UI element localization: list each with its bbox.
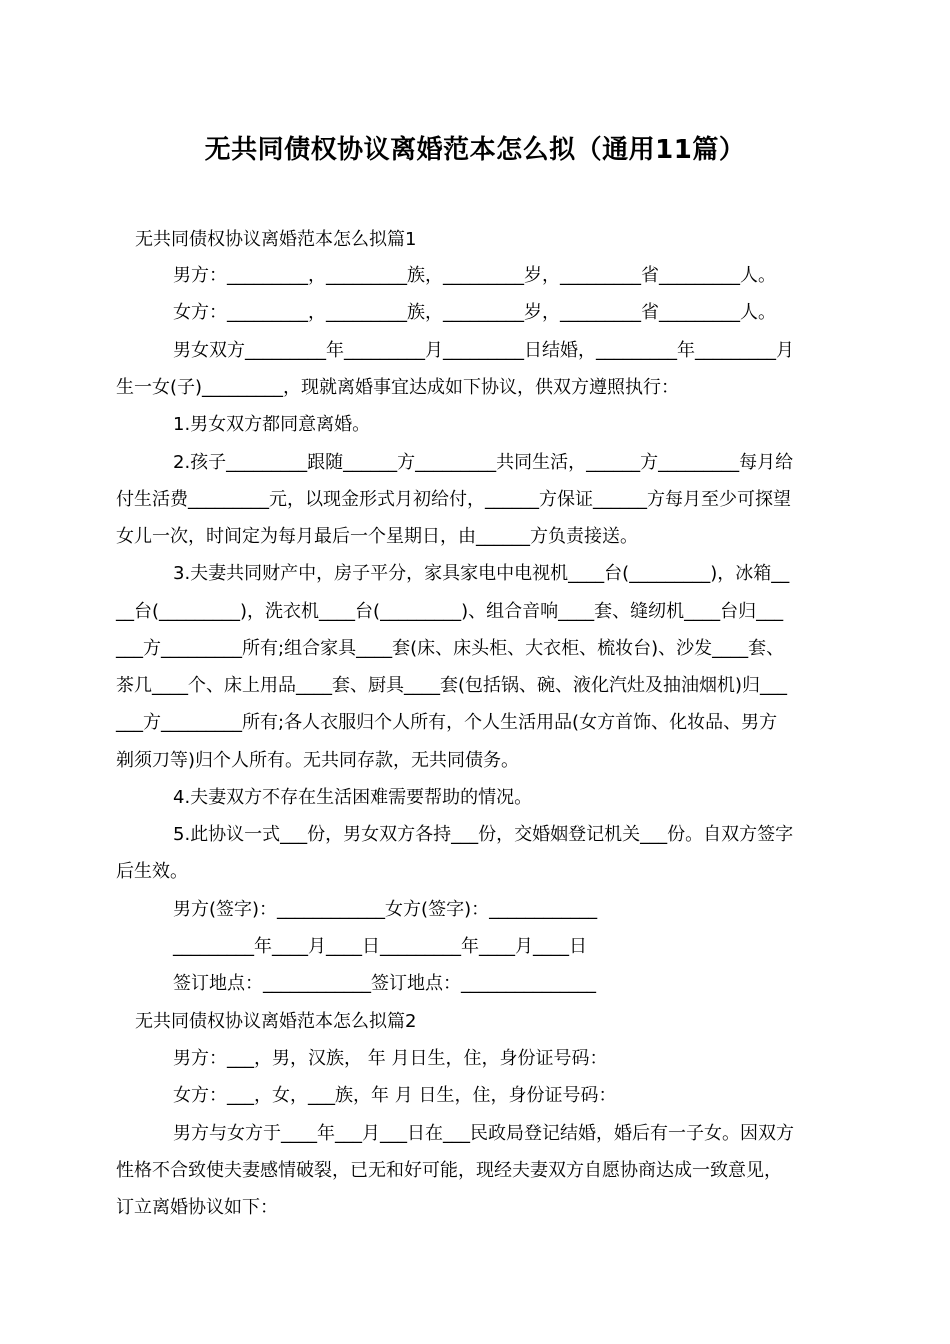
clause-5-line: 5.此协议一式___份，男女双方各持___份，交婚姻登记机关___份。自双方签字 — [173, 824, 794, 845]
clause-3-line: __台(_________)，洗衣机____台(_________)、组合音响____套、缝纫机____台归___ — [116, 601, 784, 622]
paragraph-line: 性格不合致使夫妻感情破裂，已无和好可能，现经夫妻双方自愿协商达成一致意见， — [116, 1160, 782, 1181]
clause-2-line: 付生活费_________元，以现金形式月初给付，______方保证______方每月至少可探望 — [116, 489, 791, 510]
signing-place-line: 签订地点：____________签订地点：_______________ — [173, 973, 596, 994]
clause-4: 4.夫妻双方不存在生活困难需要帮助的情况。 — [173, 787, 533, 808]
section-heading-1: 无共同债权协议离婚范本怎么拟篇1 — [135, 229, 417, 250]
clause-3-line: ___方_________所有;组合家具____套(床、床头柜、大衣柜、梳妆台)、沙发____套、 — [116, 638, 785, 659]
clause-3-line: 茶几____个、床上用品____套、厨具____套(包括锅、碗、液化汽灶及抽油烟机)归___ — [116, 675, 788, 696]
clause-5-line: 后生效。 — [116, 861, 188, 882]
clause-3-line: 3.夫妻共同财产中，房子平分，家具家电中电视机____台(_________)，冰箱__ — [173, 563, 790, 584]
date-line: _________年____月____日_________年____月____日 — [173, 936, 587, 957]
signature-line: 男方(签字)：____________女方(签字)：____________ — [173, 899, 598, 920]
clause-2-line: 2.孩子_________跟随______方_________共同生活，______方_________每月给 — [173, 452, 794, 473]
clause-3-line: ___方_________所有;各人衣服归个人所有，个人生活用品(女方首饰、化妆品、男方 — [116, 712, 778, 733]
male-party-line: 男方：___，男，汉族， 年 月日生，住，身份证号码： — [173, 1048, 608, 1069]
clause-1: 1.男女双方都同意离婚。 — [173, 414, 371, 435]
clause-3-line: 剃须刀等)归个人所有。无共同存款，无共同债务。 — [116, 750, 520, 771]
section-heading-2: 无共同债权协议离婚范本怎么拟篇2 — [135, 1011, 417, 1032]
clause-2-line: 女儿一次，时间定为每月最后一个星期日，由______方负责接送。 — [116, 526, 638, 547]
male-party-line: 男方：_________，_________族，_________岁，_________省_________人。 — [173, 265, 776, 286]
document-title: 无共同债权协议离婚范本怎么拟（通用11篇） — [204, 135, 746, 165]
paragraph-line: 订立离婚协议如下： — [116, 1197, 278, 1218]
female-party-line: 女方：___，女，___族，年 月 日生，住，身份证号码： — [173, 1085, 617, 1106]
paragraph-line: 生一女(子)_________，现就离婚事宜达成如下协议，供双方遵照执行： — [116, 377, 680, 398]
female-party-line: 女方：_________，_________族，_________岁，_________省_________人。 — [173, 302, 776, 323]
paragraph-line: 男方与女方于____年___月___日在___民政局登记结婚，婚后有一子女。因双方 — [173, 1123, 794, 1144]
paragraph-line: 男女双方_________年_________月_________日结婚，_________年_________月 — [173, 340, 794, 361]
